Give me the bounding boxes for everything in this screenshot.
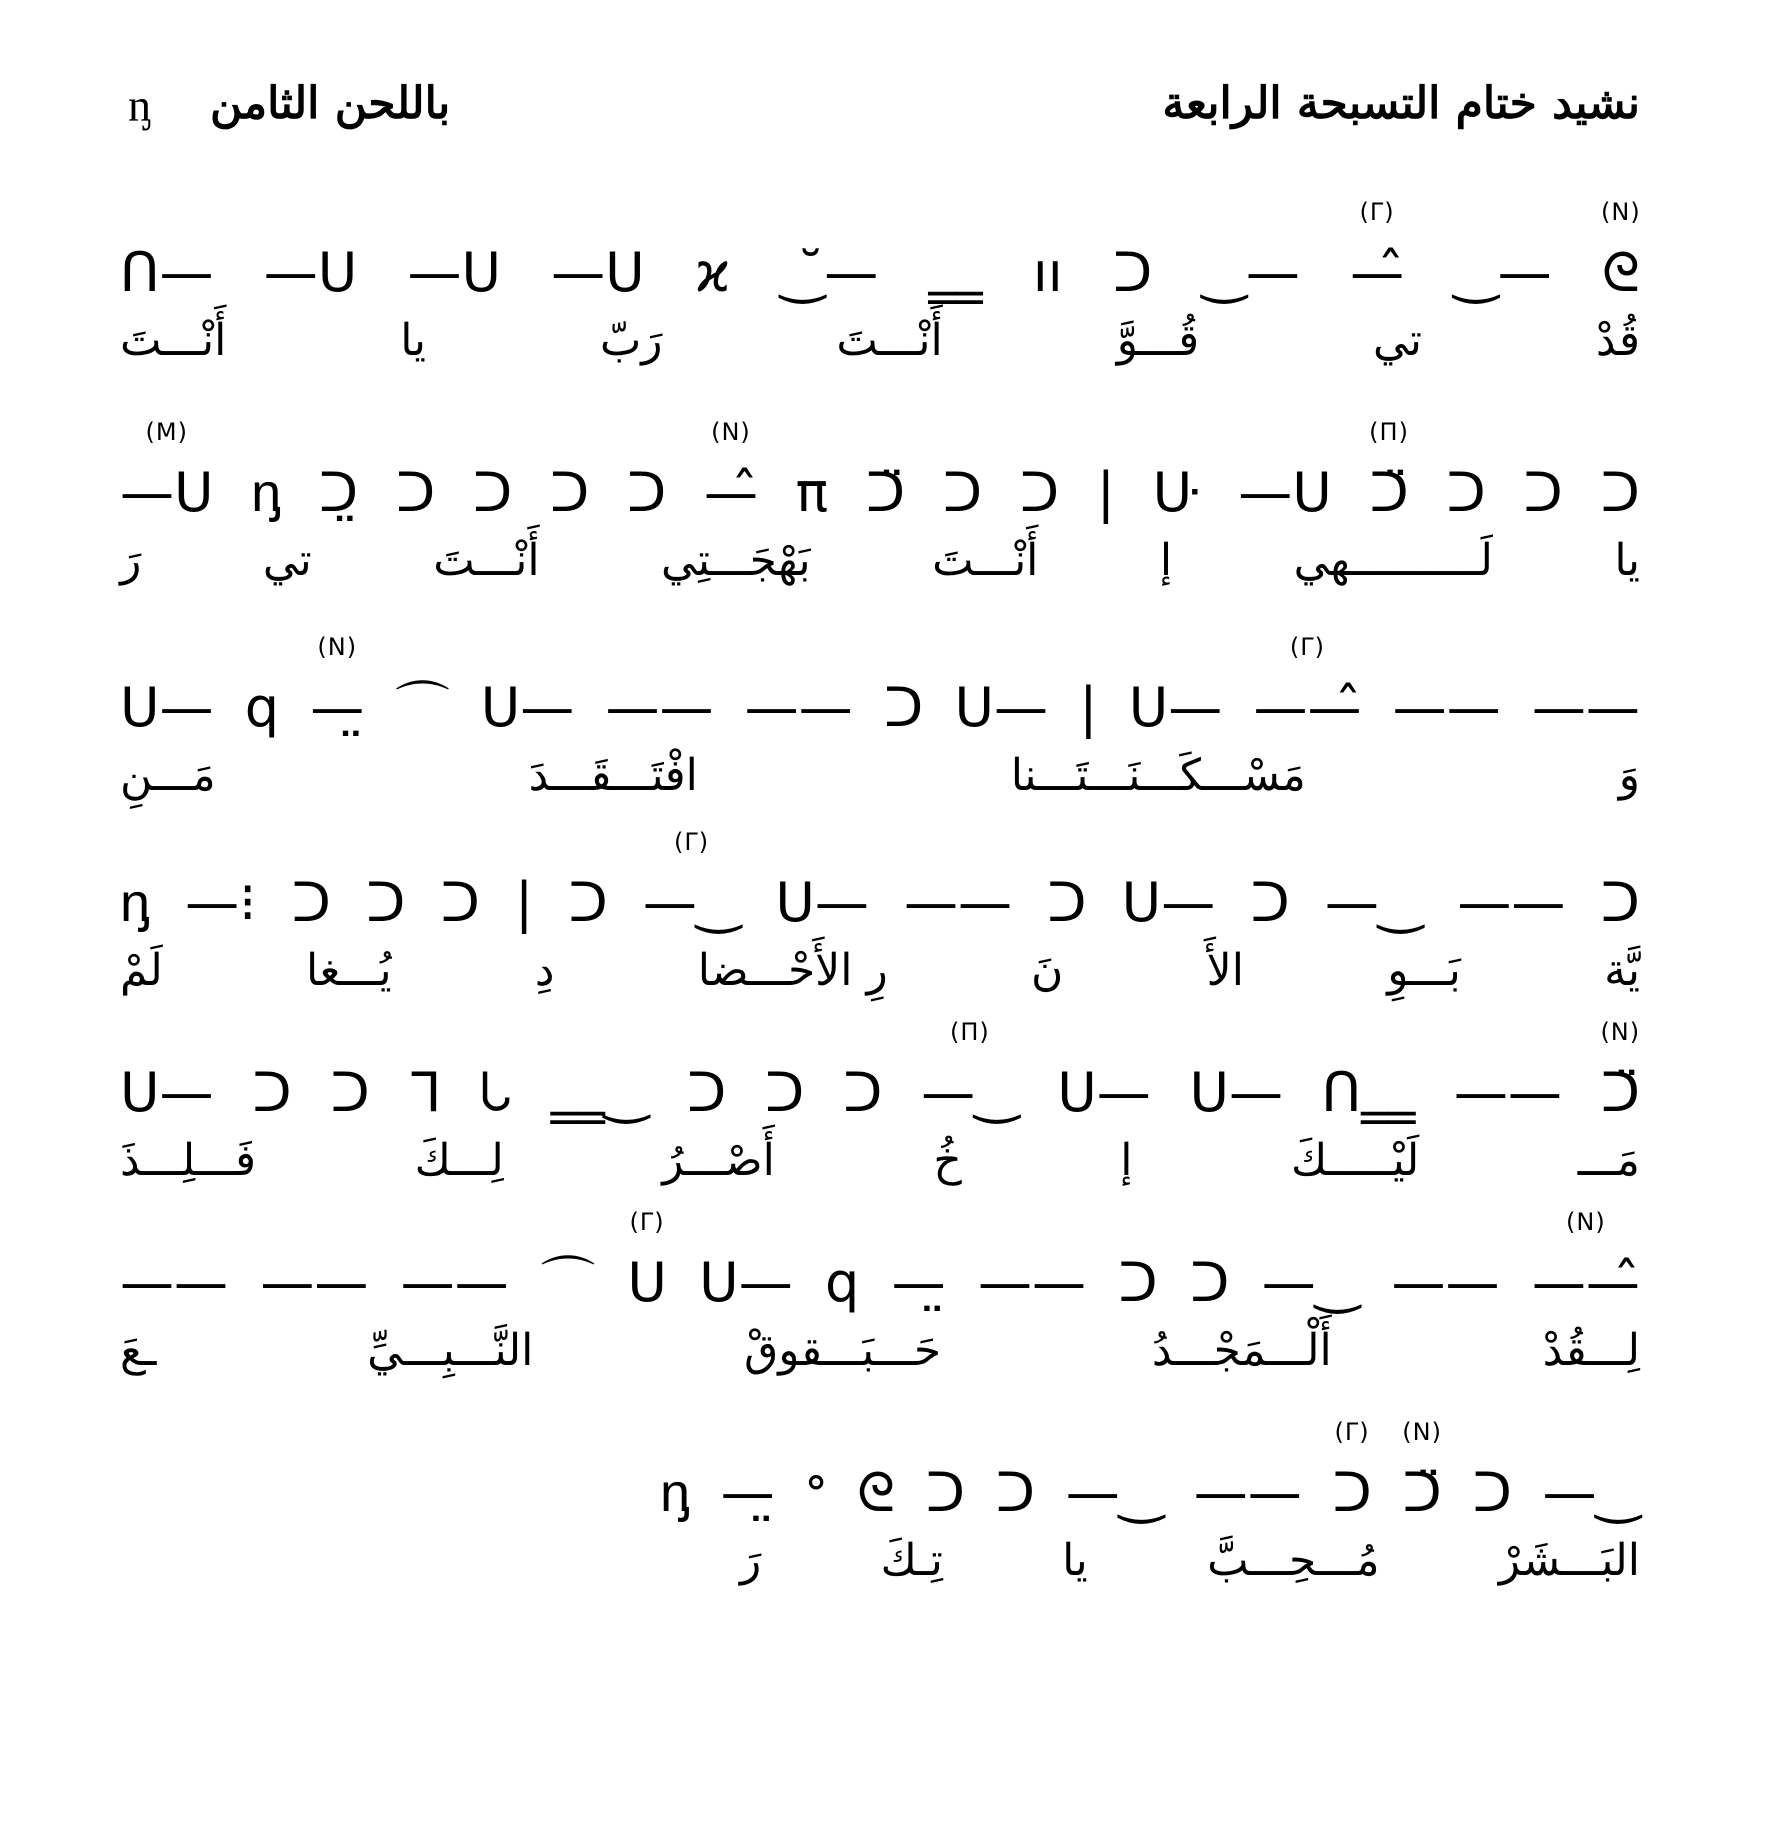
neume-sign: ᶇ	[120, 871, 151, 934]
neume-sign: ᑐ̤	[318, 461, 359, 524]
mode-label: باللحن الثامن	[210, 78, 451, 129]
lyric-word: قُدْ	[1595, 314, 1640, 366]
neume-sign: ϰ	[694, 241, 731, 304]
lyric-word: أَنْـــتَ	[836, 314, 943, 366]
neume-sign: ᑐ	[1472, 1461, 1512, 1524]
lyric-word: مَـــ	[1577, 1134, 1640, 1186]
lyric-word: ـعَ	[120, 1324, 157, 1376]
neume-sign: —ᑌ (M)	[120, 418, 214, 524]
neume-annotation: (N)	[1402, 1418, 1442, 1446]
neume-sign: ᑐ	[942, 461, 983, 524]
neume-annotation: (Π)	[1369, 418, 1409, 446]
neume-sign: ᐤ	[805, 1461, 827, 1524]
lyric-word: يا	[1062, 1534, 1088, 1586]
neume-sign: —̂ (N)	[703, 418, 758, 524]
lyric-word: فَـــلِـــذَ	[120, 1134, 257, 1186]
neume-sign: ᑌ—	[699, 1251, 793, 1314]
neume-sign: ᑐ	[764, 1061, 805, 1124]
neume-sign: ᑐ	[843, 1061, 883, 1124]
neume-sign: ıı	[1032, 241, 1063, 304]
lyric-word: لَمْ	[120, 944, 163, 996]
neume-sign: ᑐ	[549, 461, 590, 524]
lyric-line	[120, 740, 1640, 810]
lyric-line	[120, 1125, 1640, 1195]
neume-sign: —‿	[1261, 1251, 1360, 1314]
lyric-word: لَــــــــــهي	[1293, 534, 1493, 586]
neume-sign: ᑐ	[686, 1061, 727, 1124]
neume-sign: |	[1079, 676, 1098, 739]
neume-annotation: (N)	[711, 418, 751, 446]
lyric-word: بَهْجَـــتِي	[661, 534, 811, 586]
neume-sign: ——	[400, 1251, 509, 1314]
lyric-word: دِ	[534, 944, 555, 996]
neume-sign: —‿ (Γ)	[642, 828, 741, 934]
neume-line	[120, 190, 1641, 304]
neume-sign: ᑌ—	[1057, 1061, 1151, 1124]
neume-sign: ‗‗	[928, 241, 983, 304]
lyric-word: مَـــنِ	[120, 749, 216, 801]
lyric-word: مَسْـــكَـــنَـــتَـــنا	[1010, 749, 1306, 801]
lyric-word: خُ	[933, 1134, 962, 1186]
neume-annotation: (Γ)	[629, 1208, 665, 1236]
neume-sign: ——	[977, 1251, 1086, 1314]
lyric-line	[120, 305, 1640, 375]
neume-sign: ᑌ—	[120, 1061, 214, 1124]
neume-sign: ᑌ (Γ)	[627, 1208, 667, 1314]
lyric-word: تي	[262, 534, 312, 586]
lyric-word: البَـــشَرْ	[1498, 1534, 1640, 1586]
lyric-word: تِـكَ	[880, 1534, 943, 1586]
lyric-word: بَـــوِ	[1387, 944, 1461, 996]
neume-sign: ⌒	[395, 676, 450, 739]
lyric-word: لِـــقُدْ	[1542, 1324, 1640, 1376]
neume-annotation: (Π)	[949, 1018, 990, 1046]
lyric-word: رِ الأَحْـــضا	[697, 944, 888, 996]
neume-sign: ——̂ (Γ)	[1253, 633, 1362, 739]
neume-sign: ᑐ	[252, 1061, 292, 1124]
neume-sign: ᑎ‗‗	[1321, 1061, 1416, 1124]
neume-sign: ᑐ (Γ)	[1332, 1418, 1372, 1524]
neume-sign: ——	[744, 676, 853, 739]
neume-sign: ——	[1453, 1061, 1562, 1124]
neume-annotation: (M)	[145, 418, 188, 446]
neume-sign: ‿̆—	[780, 241, 879, 304]
lyric-word: يا	[1614, 534, 1640, 586]
lyric-word: رَ	[740, 1534, 762, 1586]
neume-sign: ᑐ	[995, 1461, 1036, 1524]
neume-sign: ᑐ	[1250, 871, 1290, 934]
neume-sign: ᑐ̈ (N)	[1402, 1418, 1442, 1524]
neume-annotation: (Γ)	[674, 828, 710, 856]
neume-sign: ᑐ	[1600, 461, 1640, 524]
neume-sign: —‿	[1542, 1461, 1640, 1524]
neume-sign: q	[244, 676, 280, 739]
lyric-word: أَنْـــتَ	[932, 534, 1039, 586]
neume-line	[120, 1010, 1641, 1124]
neume-annotation: (N)	[1566, 1208, 1606, 1236]
neume-sign: ᑐ̈ (N)	[1600, 1018, 1641, 1124]
neume-sign: —ᑌ	[263, 241, 358, 304]
neume-sign: ——	[1392, 676, 1501, 739]
neume-sign: ᑐ	[472, 461, 513, 524]
neume-sign: ——	[260, 1251, 369, 1314]
neume-sign: —ᑌ	[1238, 461, 1332, 524]
lyric-word: أَنْـــتَ	[433, 534, 540, 586]
neume-sign: ᑌ—	[954, 676, 1049, 739]
lyric-word: أَلْـــمَجْـــدُ	[1151, 1324, 1332, 1376]
neume-sign: —̤	[891, 1251, 946, 1314]
neume-sign: ——	[1457, 871, 1566, 934]
neume-sign: —ᑌ	[407, 241, 501, 304]
neume-sign: ᑐ	[1446, 461, 1486, 524]
neume-sign: ᑌ—	[480, 676, 575, 739]
neume-sign: ᑐ	[291, 871, 331, 934]
neume-sign: ‿—	[1202, 241, 1300, 304]
neume-sign: |	[1096, 461, 1115, 524]
neume-sign: ᑐ	[365, 871, 406, 934]
neume-sign: ‗‗‿	[550, 1061, 649, 1124]
neume-sign: ᑐ̈ (Π)	[1369, 418, 1409, 524]
neume-sign: ᑌ—	[775, 871, 869, 934]
neume-sign: ᑐ̈	[865, 461, 906, 524]
lyric-word: افْتَـــقَـــدَ	[528, 749, 698, 801]
lyric-word: يُـــغا	[306, 944, 392, 996]
lyric-word: قُـــوَّ	[1116, 314, 1200, 366]
neume-line	[120, 1200, 1640, 1314]
hymn-title: نشيد ختام التسبحة الرابعة	[1162, 78, 1640, 129]
neume-sign: ᑌ—	[120, 676, 214, 739]
neume-sign: ᑐ	[1047, 871, 1087, 934]
lyric-word: يَّة	[1604, 944, 1640, 996]
neume-sign: ᒣ	[408, 1061, 442, 1124]
lyric-word: إ	[1159, 534, 1173, 586]
lyric-word: حَـــبَـــقوقْ	[744, 1324, 942, 1376]
neume-annotation: (N)	[317, 633, 358, 661]
neume-sign: ᑐ	[925, 1461, 966, 1524]
neume-sign: q	[825, 1251, 860, 1314]
lyric-word: أَصْـــرُ	[662, 1134, 775, 1186]
neume-sign: π	[795, 461, 829, 524]
neume-sign: ——̂ (N)	[1531, 1208, 1640, 1314]
lyric-line	[120, 1315, 1640, 1385]
neume-sign: —̤ (N)	[310, 633, 365, 739]
neume-annotation: (N)	[1600, 1018, 1641, 1046]
neume-sign: —‿ (Π)	[921, 1018, 1019, 1124]
neume-sign: ——	[904, 871, 1013, 934]
neume-line	[120, 820, 1640, 934]
lyric-word: لَيْـــــكَ	[1291, 1134, 1420, 1186]
neume-annotation: (Γ)	[1359, 198, 1395, 226]
neume-sign: ᑐ	[395, 461, 436, 524]
lyric-word: رَ	[120, 534, 142, 586]
lyric-word: تي	[1373, 314, 1422, 366]
neume-sign: ᑘ	[1152, 461, 1201, 524]
neume-sign: ——	[1531, 676, 1640, 739]
neume-sign: ᘓ	[856, 1461, 895, 1524]
neume-sign: ᑌ—	[1128, 676, 1223, 739]
neume-sign: ——	[605, 676, 714, 739]
lyric-line	[120, 525, 1640, 595]
neume-sign: ᑐ	[1019, 461, 1060, 524]
lyric-word: الأَ	[1206, 944, 1244, 996]
neume-sign: ᘂ	[480, 1061, 513, 1124]
lyric-line	[740, 1525, 1640, 1595]
neume-sign: —ᑌ	[551, 241, 645, 304]
mode-sign-icon: ᶇ	[128, 78, 151, 132]
neume-sign: ᑐ	[1523, 461, 1563, 524]
neume-annotation: (Γ)	[1334, 1418, 1370, 1446]
neume-sign: ‿—	[1454, 241, 1552, 304]
neume-sign: ᑐ	[1118, 1251, 1158, 1314]
neume-sign: ᑐ	[1112, 241, 1153, 304]
neume-annotation: (Γ)	[1289, 633, 1325, 661]
lyric-word: النَّـــبِـــيِّ	[367, 1324, 534, 1376]
lyric-word: نَ	[1031, 944, 1064, 996]
neume-sign: ᑐ	[1190, 1251, 1230, 1314]
neume-sign: ——	[1193, 1461, 1302, 1524]
neume-sign: ——	[120, 1251, 228, 1314]
neume-annotation: (N)	[1601, 198, 1641, 226]
neume-sign: ᑐ	[1600, 871, 1640, 934]
neume-sign: ᑐ	[440, 871, 480, 934]
neume-sign: ᶇ	[251, 461, 282, 524]
neume-sign: ᑌ—	[1189, 1061, 1283, 1124]
neume-sign: —‿	[1065, 1461, 1164, 1524]
lyric-word: وَ	[1618, 749, 1640, 801]
neume-sign: —̂ (Γ)	[1350, 198, 1405, 304]
neume-sign: ᘓ (N)	[1601, 198, 1641, 304]
neume-sign: —̤	[720, 1461, 775, 1524]
lyric-word: أَنْـــتَ	[120, 314, 227, 366]
neume-line	[120, 410, 1640, 524]
neume-sign: ᑎ—	[120, 241, 214, 304]
neume-sign: —‿	[1324, 871, 1423, 934]
neume-sign: |	[515, 871, 534, 934]
neume-sign: ᑐ	[330, 1061, 370, 1124]
neume-sign: —⁝	[185, 871, 257, 934]
neume-line	[660, 1410, 1640, 1524]
lyric-word: إ	[1120, 1134, 1133, 1186]
neume-sign: ——	[1391, 1251, 1500, 1314]
neume-line	[120, 625, 1640, 739]
lyric-word: لِـــكَ	[414, 1134, 504, 1186]
lyric-word: رَبّ	[599, 314, 663, 366]
lyric-line	[120, 935, 1640, 1005]
neume-sign: ᑐ	[883, 676, 924, 739]
lyric-word: مُـــحِـــبَّ	[1207, 1534, 1380, 1586]
neume-sign: ᑌ—	[1121, 871, 1216, 934]
lyric-word: يا	[400, 314, 426, 366]
neume-sign: ᑐ	[626, 461, 667, 524]
neume-sign: ᑐ	[568, 871, 608, 934]
neume-sign: ᶇ	[660, 1461, 691, 1524]
neume-sign: ⌒	[540, 1251, 595, 1314]
